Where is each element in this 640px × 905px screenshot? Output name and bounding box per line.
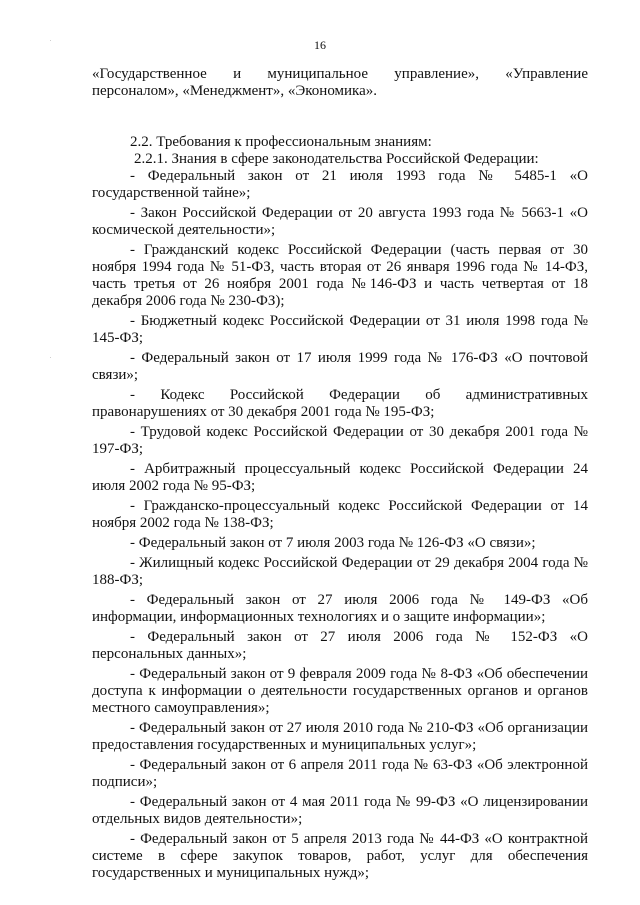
scan-margin-mark [50,357,51,358]
law-list-item: - Федеральный закон от 7 июля 2003 года № 126-ФЗ «О связи»; [130,535,536,551]
law-list-item: - Федеральный закон от 5 апреля 2013 года № 44-ФЗ «О контрактной системе в сфере закупок товаров, работ, услуг для обеспечения государственных и муниципальных нужд»; [92,831,588,881]
law-list-item: - Федеральный закон от 9 февраля 2009 года № 8-ФЗ «Об обеспечении доступа к информации о деятельности государственных органов и органов местного самоуправления»; [92,666,588,716]
law-list-item: - Трудовой кодекс Российской Федерации от 30 декабря 2001 года № 197-ФЗ; [92,424,588,457]
document-body [92,66,588,885]
law-list-item: - Федеральный закон от 27 июля 2006 года № 149-ФЗ «Об информации, информационных технологиях и о защите информации»; [92,592,588,625]
law-list-item: - Федеральный закон от 6 апреля 2011 года № 63-ФЗ «Об электронной подписи»; [92,757,588,790]
law-list-item: - Гражданский кодекс Российской Федерации (часть первая от 30 ноября 1994 года № 51-ФЗ, часть вторая от 26 января 1996 года № 14-ФЗ, часть третья от 26 ноября 2001 года №146-ФЗ и часть четвертая от 18 декабря 2006 года № 230-ФЗ); [92,242,588,309]
law-list-item: - Федеральный закон от 27 июля 2010 года № 210-ФЗ «Об организации предоставления государственных и муниципальных услуг»; [92,720,588,753]
subsection-heading-legislation: 2.2.1. Знания в сфере законодательства Российской Федерации: [134,151,539,167]
law-list-item: - Бюджетный кодекс Российской Федерации от 31 июля 1998 года № 145-ФЗ; [92,313,588,346]
page-number: 16 [314,38,326,52]
law-list-item: - Жилищный кодекс Российской Федерации от 29 декабря 2004 года № 188-ФЗ; [92,555,588,588]
paragraph-education-specialties: «Государственное и муниципальное управление», «Управление персоналом», «Менеджмент», «Экономика». [92,66,588,99]
law-list-item: - Кодекс Российской Федерации об административных правонарушениях от 30 декабря 2001 года № 195-ФЗ; [92,387,588,420]
law-list-item: - Арбитражный процессуальный кодекс Российской Федерации 24 июля 2002 года № 95-ФЗ; [92,461,588,494]
law-list-item: - Федеральный закон от 21 июля 1993 года № 5485-1 «О государственной тайне»; [92,168,588,201]
law-list-item: - Федеральный закон от 17 июля 1999 года № 176-ФЗ «О почтовой связи»; [92,350,588,383]
section-heading-knowledge: 2.2. Требования к профессиональным знаниям: [130,134,432,150]
law-list-item: - Закон Российской Федерации от 20 августа 1993 года № 5663-1 «О космической деятельности»; [92,205,588,238]
law-list-item: - Федеральный закон от 27 июля 2006 года № 152-ФЗ «О персональных данных»; [92,629,588,662]
law-list-item: - Гражданско-процессуальный кодекс Российской Федерации от 14 ноября 2002 года № 138-ФЗ; [92,498,588,531]
law-list-item: - Федеральный закон от 4 мая 2011 года № 99-ФЗ «О лицензировании отдельных видов деятельности»; [92,794,588,827]
